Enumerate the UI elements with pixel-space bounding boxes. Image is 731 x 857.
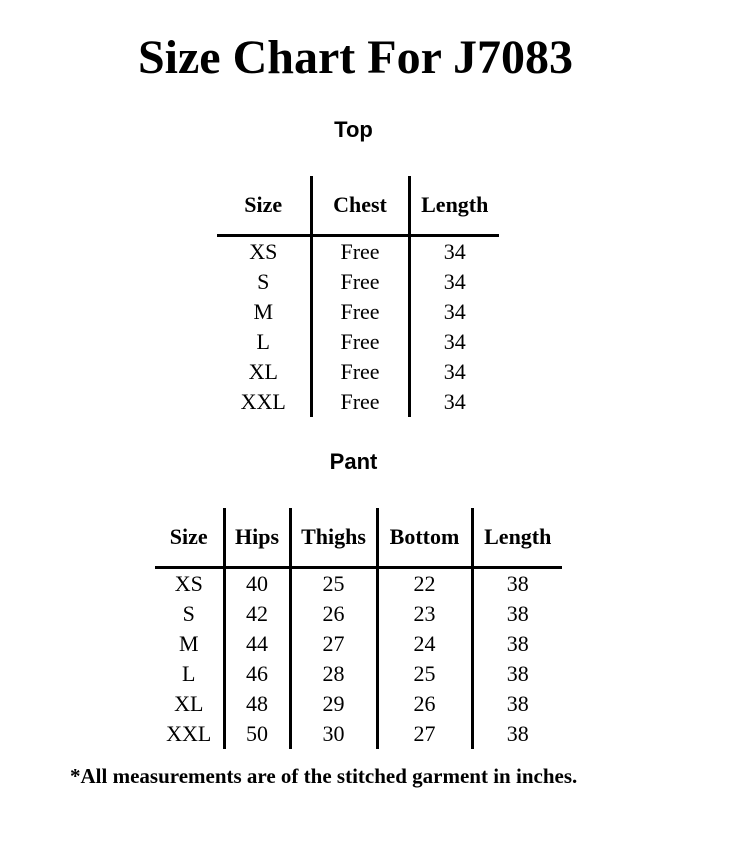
table-cell: 38 [472,659,562,689]
table-cell: 34 [409,236,499,268]
table-cell: 50 [224,719,290,749]
table-row [217,297,499,327]
table-row [217,387,499,417]
table-cell: 48 [224,689,290,719]
table-cell: 27 [377,719,472,749]
table-cell: Free [311,327,409,357]
table-cell: 34 [409,327,499,357]
column-header: Length [409,176,499,236]
page-title: Size Chart For J7083 [137,31,574,84]
table-cell: L [182,661,196,686]
column-header: Thighs [290,508,377,568]
table-cell: 38 [472,568,562,600]
table-cell: Free [311,297,409,327]
pant-section-title: Pant [329,449,378,474]
table-cell: 38 [472,689,562,719]
column-header: Size [155,508,224,568]
table-cell: M [253,299,274,324]
top-size-table [217,176,499,417]
table-header-row [155,508,562,568]
table-cell: 25 [290,568,377,600]
column-header: Chest [311,176,409,236]
table-row [217,236,499,268]
table-cell: 40 [224,568,290,600]
table-cell: S [257,269,270,294]
table-cell: 26 [290,599,377,629]
table-row [217,357,499,387]
column-header: Size [217,176,311,236]
table-cell: 22 [377,568,472,600]
table-row [217,267,499,297]
table-cell: 27 [290,629,377,659]
table-cell: XL [248,359,278,384]
table-cell: 25 [377,659,472,689]
table-row [155,719,562,749]
table-cell: 38 [472,629,562,659]
table-cell: XL [174,691,204,716]
table-cell: Free [311,357,409,387]
table-cell: 42 [224,599,290,629]
table-cell: 46 [224,659,290,689]
table-cell: 34 [409,387,499,417]
table-cell: 28 [290,659,377,689]
column-header: Hips [224,508,290,568]
table-cell: 38 [472,599,562,629]
table-cell: Free [311,236,409,268]
table-cell: 30 [290,719,377,749]
table-cell: XS [249,239,278,264]
table-cell: S [182,601,195,626]
table-cell: XS [174,571,203,596]
table-cell: 24 [377,629,472,659]
table-cell: M [178,631,199,656]
table-cell: XXL [240,389,286,414]
table-cell: Free [311,267,409,297]
table-cell: 26 [377,689,472,719]
table-row [155,629,562,659]
table-cell: 23 [377,599,472,629]
table-cell: 38 [472,719,562,749]
table-cell: 34 [409,267,499,297]
table-row [217,327,499,357]
pant-size-table [155,508,562,749]
table-cell: XXL [166,721,212,746]
table-cell: L [256,329,270,354]
table-cell: 29 [290,689,377,719]
top-section-title: Top [334,117,373,142]
table-cell: Free [311,387,409,417]
table-cell: 34 [409,357,499,387]
table-row [155,599,562,629]
table-row [155,659,562,689]
table-cell: 44 [224,629,290,659]
measurement-note: *All measurements are of the stitched garment in inches. [70,764,578,788]
column-header: Bottom [377,508,472,568]
table-cell: 34 [409,297,499,327]
table-row [155,689,562,719]
column-header: Length [472,508,562,568]
table-header-row [217,176,499,236]
table-row [155,568,562,600]
